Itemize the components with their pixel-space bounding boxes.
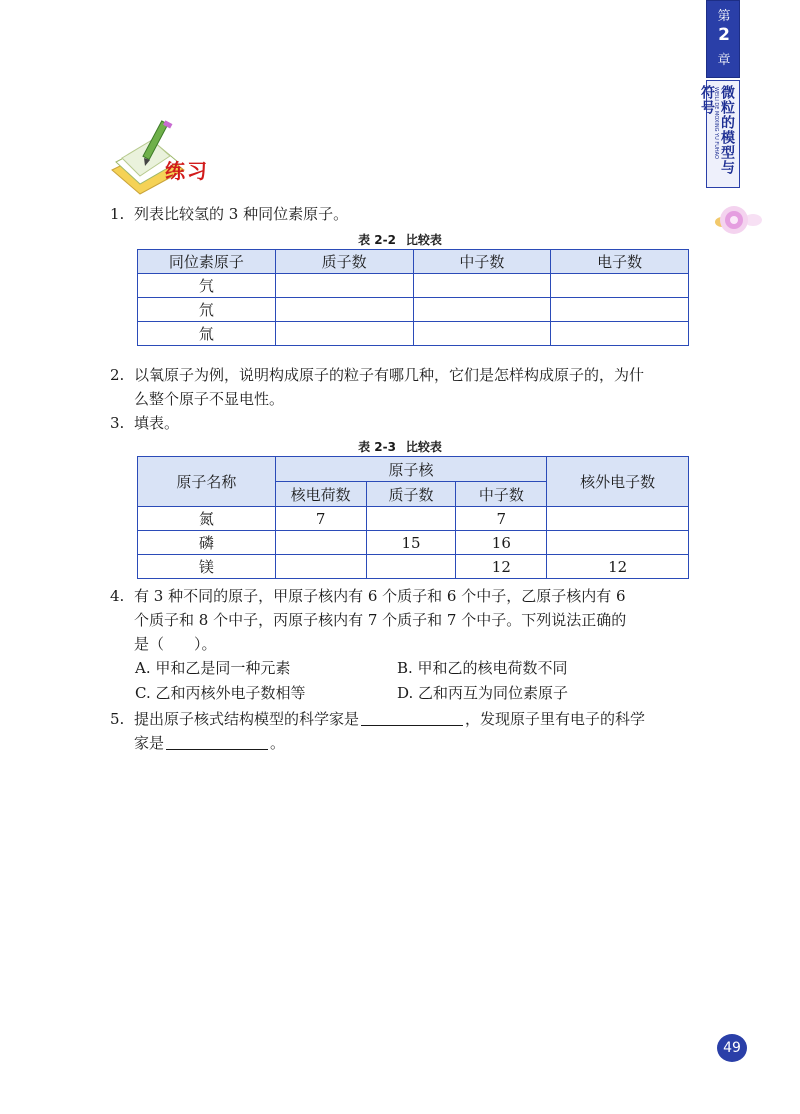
question-number: 5. bbox=[110, 710, 125, 728]
answer-cell[interactable] bbox=[551, 322, 689, 346]
caption-label: 表 2-3 bbox=[358, 440, 396, 454]
value-cell[interactable]: 15 bbox=[366, 531, 456, 555]
option-c[interactable]: C. 乙和丙核外电子数相等 bbox=[135, 684, 306, 702]
header-group-cell: 原子核 bbox=[275, 457, 547, 482]
answer-cell[interactable] bbox=[413, 298, 551, 322]
option-d[interactable]: D. 乙和丙互为同位素原子 bbox=[397, 684, 569, 702]
question-number: 4. bbox=[110, 587, 125, 605]
question-text-line: 个质子和 8 个中子，丙原子核内有 7 个质子和 7 个中子。下列说法正确的 bbox=[134, 611, 627, 629]
isotope-cell: 氘 bbox=[138, 298, 276, 322]
option-a[interactable]: A. 甲和乙是同一种元素 bbox=[135, 659, 291, 677]
caption-title: 比较表 bbox=[405, 440, 442, 454]
chapter-number: 2 bbox=[718, 25, 730, 45]
value-cell[interactable]: 7 bbox=[275, 507, 366, 531]
question-text: 。 bbox=[270, 734, 286, 752]
chapter-prefix: 第 bbox=[717, 9, 731, 24]
header-cell: 核电荷数 bbox=[275, 482, 366, 507]
page-number: 49 bbox=[717, 1034, 747, 1062]
option-b[interactable]: B. 甲和乙的核电荷数不同 bbox=[397, 659, 568, 677]
element-cell: 氮 bbox=[138, 507, 276, 531]
question-number: 1. bbox=[110, 205, 125, 223]
value-cell[interactable]: 7 bbox=[456, 507, 547, 531]
answer-blank[interactable] bbox=[361, 711, 463, 726]
isotope-cell: 氚 bbox=[138, 322, 276, 346]
element-cell: 磷 bbox=[138, 531, 276, 555]
value-cell[interactable] bbox=[366, 507, 456, 531]
header-cell: 中子数 bbox=[413, 250, 551, 274]
table-row bbox=[138, 322, 689, 346]
table-row bbox=[138, 298, 689, 322]
table-row bbox=[138, 555, 689, 579]
chapter-title-pinyin: WEILI DE MOXING YU FUHAO bbox=[713, 87, 719, 159]
exercise-title: 练习 bbox=[165, 159, 209, 183]
header-cell: 中子数 bbox=[456, 482, 547, 507]
table-header-row bbox=[138, 250, 689, 274]
answer-cell[interactable] bbox=[275, 298, 413, 322]
table-header-row bbox=[138, 457, 689, 482]
answer-cell[interactable] bbox=[413, 322, 551, 346]
question-text: 列表比较氢的 3 种同位素原子。 bbox=[134, 205, 349, 223]
question-text-line bbox=[134, 707, 645, 731]
question-text-line: 么整个原子不显电性。 bbox=[134, 390, 285, 408]
header-cell: 核外电子数 bbox=[547, 457, 689, 507]
chapter-tab bbox=[699, 0, 740, 190]
answer-cell[interactable] bbox=[551, 274, 689, 298]
table-2-2-caption bbox=[0, 231, 800, 248]
isotope-cell: 氕 bbox=[138, 274, 276, 298]
question-text: 填表。 bbox=[134, 414, 180, 432]
value-cell[interactable] bbox=[366, 555, 456, 579]
value-cell[interactable] bbox=[275, 531, 366, 555]
answer-blank[interactable] bbox=[166, 735, 268, 750]
question-text-line: 以氧原子为例，说明构成原子的粒子有哪几种，它们是怎样构成原子的，为什 bbox=[134, 366, 645, 384]
question-text-line: 有 3 种不同的原子，甲原子核内有 6 个质子和 6 个中子，乙原子核内有 6 bbox=[134, 587, 626, 605]
value-cell[interactable] bbox=[547, 531, 689, 555]
table-2-3-caption bbox=[0, 438, 800, 455]
answer-cell[interactable] bbox=[413, 274, 551, 298]
chapter-suffix: 章 bbox=[717, 53, 731, 68]
value-cell[interactable]: 16 bbox=[456, 531, 547, 555]
table-row bbox=[138, 274, 689, 298]
table-row bbox=[138, 531, 689, 555]
question-number: 2. bbox=[110, 366, 125, 384]
question-text: ，发现原子里有电子的科学 bbox=[465, 710, 646, 728]
question-text-line: 是（ ）。 bbox=[134, 635, 217, 653]
chapter-title: 微粒的模型与符号 bbox=[699, 85, 735, 175]
element-cell: 镁 bbox=[138, 555, 276, 579]
table-2-2 bbox=[137, 249, 689, 346]
value-cell[interactable]: 12 bbox=[547, 555, 689, 579]
table-2-3 bbox=[137, 456, 689, 579]
caption-label: 表 2-2 bbox=[358, 233, 396, 247]
header-cell: 同位素原子 bbox=[138, 250, 276, 274]
question-text-line bbox=[134, 731, 285, 755]
caption-title: 比较表 bbox=[405, 233, 442, 247]
header-cell: 电子数 bbox=[551, 250, 689, 274]
value-cell[interactable]: 12 bbox=[456, 555, 547, 579]
answer-cell[interactable] bbox=[275, 322, 413, 346]
question-number: 3. bbox=[110, 414, 125, 432]
header-cell: 原子名称 bbox=[138, 457, 276, 507]
value-cell[interactable] bbox=[275, 555, 366, 579]
answer-cell[interactable] bbox=[275, 274, 413, 298]
chapter-title-box bbox=[699, 80, 740, 188]
question-text: 家是 bbox=[134, 734, 165, 752]
value-cell[interactable] bbox=[547, 507, 689, 531]
question-text: 提出原子核式结构模型的科学家是 bbox=[134, 710, 360, 728]
table-row bbox=[138, 507, 689, 531]
header-cell: 质子数 bbox=[275, 250, 413, 274]
chapter-number-box bbox=[706, 0, 740, 78]
answer-cell[interactable] bbox=[551, 298, 689, 322]
header-cell: 质子数 bbox=[366, 482, 456, 507]
